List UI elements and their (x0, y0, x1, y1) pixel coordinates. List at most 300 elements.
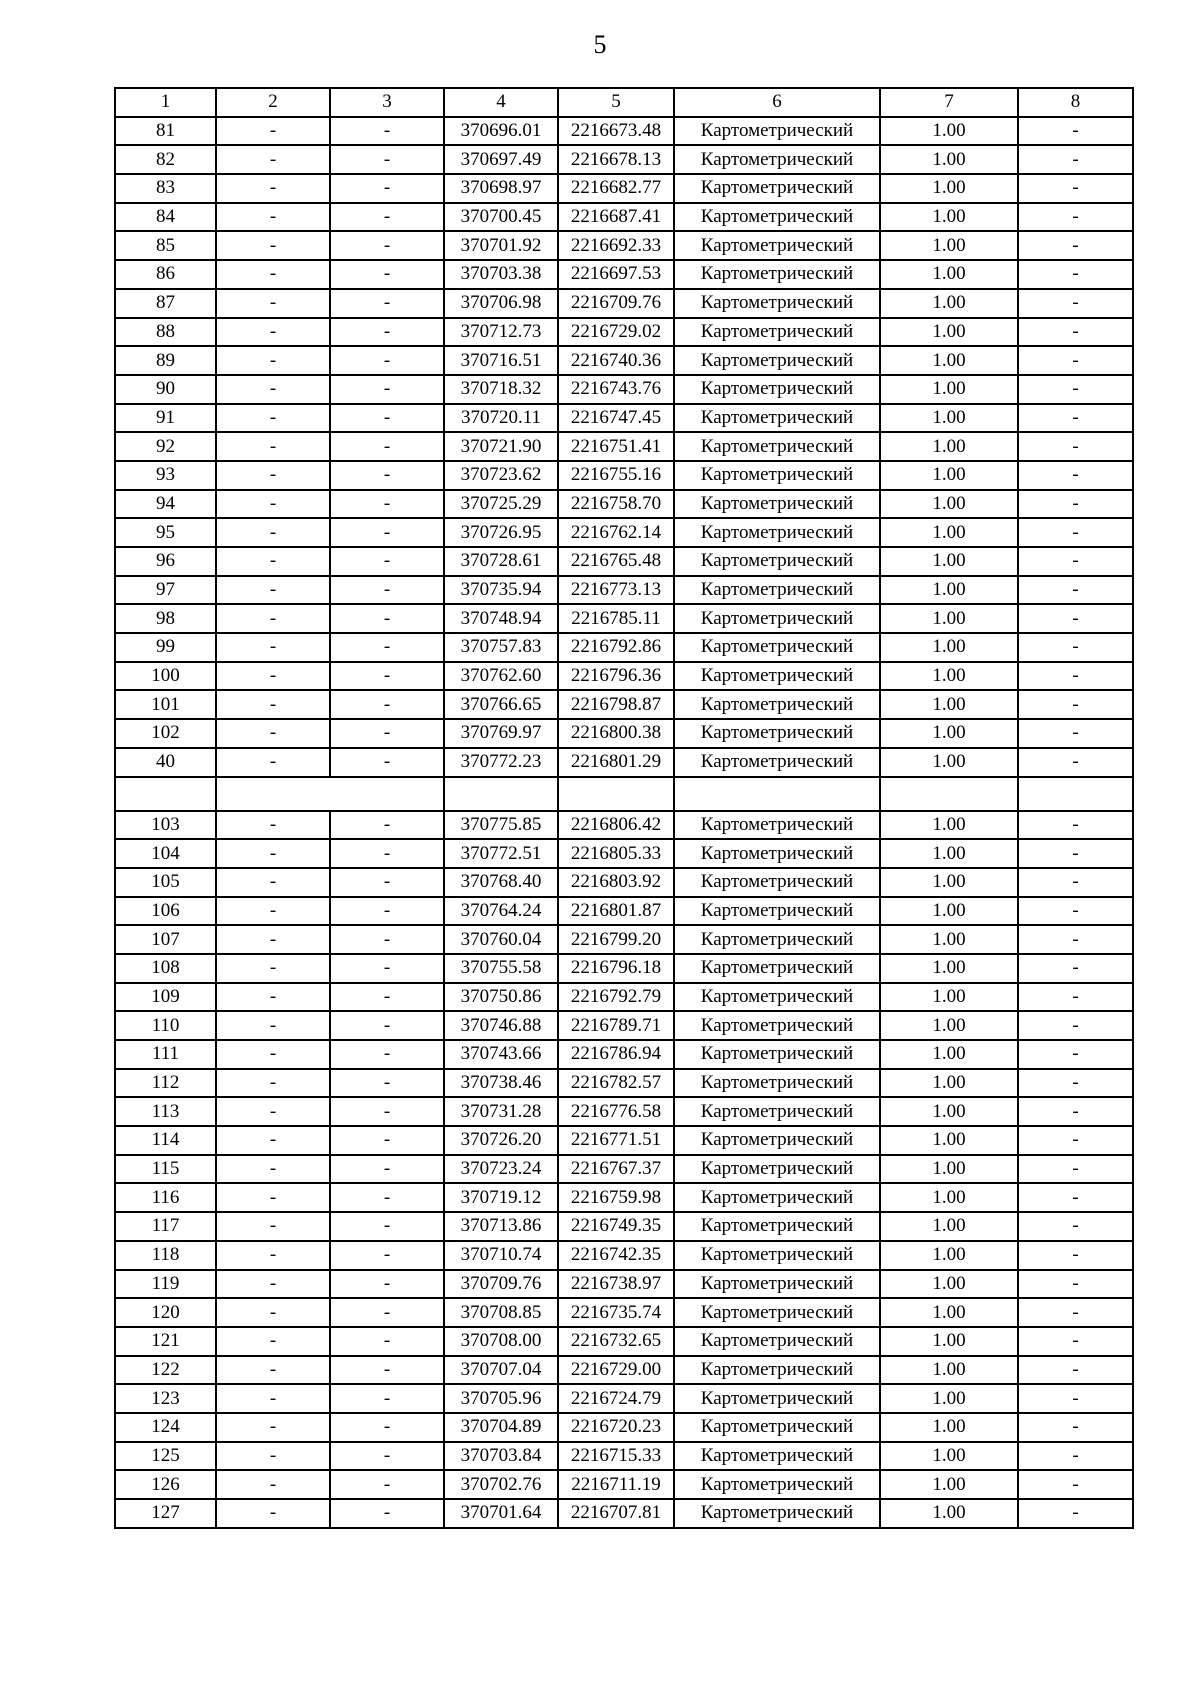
table-cell-col-1: 120 (115, 1298, 216, 1327)
table-cell-col-2: - (216, 839, 330, 868)
table-cell-col-4: 370721.90 (444, 432, 558, 461)
table-cell-col-6: Картометрический (674, 690, 880, 719)
table-row (115, 1327, 1133, 1356)
table-cell-col-1: 127 (115, 1499, 216, 1528)
table-cell-col-2: - (216, 1384, 330, 1413)
table-cell-col-8: - (1018, 1097, 1133, 1126)
table-cell-col-5: 2216729.02 (558, 318, 674, 347)
table-cell-col-1: 112 (115, 1069, 216, 1098)
table-cell-col-7: 1.00 (880, 983, 1018, 1012)
table-cell-col-3: - (330, 547, 444, 576)
table-cell-col-8: - (1018, 662, 1133, 691)
table-cell-col-8: - (1018, 1212, 1133, 1241)
table-cell-col-3: - (330, 1212, 444, 1241)
table-cell-col-6: Картометрический (674, 983, 880, 1012)
table-cell-col-2: - (216, 318, 330, 347)
table-cell-col-7: 1.00 (880, 375, 1018, 404)
table-cell-col-2: - (216, 868, 330, 897)
table-cell-col-7: 1.00 (880, 839, 1018, 868)
table-cell-col-6: Картометрический (674, 1413, 880, 1442)
table-cell-col-1: 98 (115, 604, 216, 633)
table-row (115, 231, 1133, 260)
table-cell-col-8: - (1018, 432, 1133, 461)
table-cell-col-2: - (216, 633, 330, 662)
table-cell-col-1: 40 (115, 748, 216, 777)
table-cell-col-5: 2216711.19 (558, 1470, 674, 1499)
table-cell-col-2: - (216, 1241, 330, 1270)
table-row (115, 1011, 1133, 1040)
table-cell-col-7: 1.00 (880, 1270, 1018, 1299)
table-cell-col-6: Картометрический (674, 1356, 880, 1385)
table-row (115, 1270, 1133, 1299)
table-cell-col-7: 1.00 (880, 868, 1018, 897)
table-cell-col-8: - (1018, 145, 1133, 174)
table-row (115, 1442, 1133, 1471)
table-cell-col-3: - (330, 954, 444, 983)
table-cell-col-3: - (330, 690, 444, 719)
table-cell-col-5: 2216673.48 (558, 117, 674, 146)
table-cell-col-1: 110 (115, 1011, 216, 1040)
table-cell-col-8: - (1018, 346, 1133, 375)
table-cell-col-1: 108 (115, 954, 216, 983)
table-cell-col-5: 2216801.87 (558, 897, 674, 926)
table-cell-col-8: - (1018, 490, 1133, 519)
table-cell-col-5: 2216738.97 (558, 1270, 674, 1299)
table-cell-col-5: 2216751.41 (558, 432, 674, 461)
table-cell-col-2: - (216, 461, 330, 490)
table-cell-col-4: 370708.85 (444, 1298, 558, 1327)
table-cell-col-6: Картометрический (674, 518, 880, 547)
table-cell-col-7: 1.00 (880, 1413, 1018, 1442)
table-cell-col-8: - (1018, 983, 1133, 1012)
table-cell-col-3: - (330, 117, 444, 146)
table-cell-col-4: 370706.98 (444, 289, 558, 318)
table-cell-col-3: - (330, 811, 444, 840)
table-cell-col-1: 107 (115, 925, 216, 954)
table-row (115, 1155, 1133, 1184)
table-cell-col-3: - (330, 925, 444, 954)
table-cell-col-5: 2216749.35 (558, 1212, 674, 1241)
table-cell-col-3: - (330, 318, 444, 347)
table-cell-col-6: Картометрический (674, 1040, 880, 1069)
table-cell-col-5: 2216762.14 (558, 518, 674, 547)
table-cell-col-7: 1.00 (880, 897, 1018, 926)
table-cell-col-7: 1.00 (880, 1499, 1018, 1528)
table-cell-col-8: - (1018, 547, 1133, 576)
table-cell-col-2: - (216, 604, 330, 633)
empty-cell (444, 777, 558, 811)
table-cell-col-4: 370769.97 (444, 719, 558, 748)
empty-cell (558, 777, 674, 811)
table-cell-col-4: 370723.62 (444, 461, 558, 490)
table-cell-col-4: 370705.96 (444, 1384, 558, 1413)
table-cell-col-8: - (1018, 1040, 1133, 1069)
table-cell-col-3: - (330, 432, 444, 461)
table-cell-col-1: 89 (115, 346, 216, 375)
table-row (115, 604, 1133, 633)
table-cell-col-8: - (1018, 518, 1133, 547)
table-cell-col-2: - (216, 203, 330, 232)
table-cell-col-1: 93 (115, 461, 216, 490)
table-cell-col-3: - (330, 1384, 444, 1413)
table-cell-col-5: 2216803.92 (558, 868, 674, 897)
table-cell-col-4: 370700.45 (444, 203, 558, 232)
table-cell-col-4: 370726.95 (444, 518, 558, 547)
table-cell-col-4: 370718.32 (444, 375, 558, 404)
table-cell-col-6: Картометрический (674, 174, 880, 203)
table-header-row (115, 88, 1133, 117)
table-cell-col-6: Картометрический (674, 1298, 880, 1327)
table-cell-col-4: 370755.58 (444, 954, 558, 983)
table-cell-col-2: - (216, 1212, 330, 1241)
table-cell-col-6: Картометрический (674, 576, 880, 605)
table-cell-col-6: Картометрический (674, 145, 880, 174)
table-cell-col-7: 1.00 (880, 1356, 1018, 1385)
table-row (115, 925, 1133, 954)
table-row (115, 1040, 1133, 1069)
table-cell-col-1: 101 (115, 690, 216, 719)
table-cell-col-5: 2216800.38 (558, 719, 674, 748)
table-cell-col-7: 1.00 (880, 231, 1018, 260)
table-cell-col-7: 1.00 (880, 145, 1018, 174)
table-cell-col-5: 2216771.51 (558, 1126, 674, 1155)
table-cell-col-5: 2216740.36 (558, 346, 674, 375)
table-cell-col-8: - (1018, 117, 1133, 146)
table-row (115, 174, 1133, 203)
table-cell-col-7: 1.00 (880, 604, 1018, 633)
table-cell-col-7: 1.00 (880, 925, 1018, 954)
table-cell-col-1: 104 (115, 839, 216, 868)
table-cell-col-8: - (1018, 1384, 1133, 1413)
table-cell-col-5: 2216678.13 (558, 145, 674, 174)
table-cell-col-5: 2216742.35 (558, 1241, 674, 1270)
table-cell-col-8: - (1018, 690, 1133, 719)
table-cell-col-8: - (1018, 604, 1133, 633)
table-cell-col-1: 123 (115, 1384, 216, 1413)
table-cell-col-4: 370764.24 (444, 897, 558, 926)
table-cell-col-7: 1.00 (880, 490, 1018, 519)
table-cell-col-1: 111 (115, 1040, 216, 1069)
table-cell-col-2: - (216, 1499, 330, 1528)
table-cell-col-2: - (216, 1442, 330, 1471)
table-cell-col-2: - (216, 174, 330, 203)
table-cell-col-4: 370743.66 (444, 1040, 558, 1069)
table-cell-col-6: Картометрический (674, 318, 880, 347)
table-cell-col-5: 2216729.00 (558, 1356, 674, 1385)
table-cell-col-4: 370710.74 (444, 1241, 558, 1270)
table-cell-col-5: 2216735.74 (558, 1298, 674, 1327)
table-cell-col-6: Картометрический (674, 719, 880, 748)
table-cell-col-6: Картометрический (674, 231, 880, 260)
table-cell-col-6: Картометрический (674, 1384, 880, 1413)
table-cell-col-5: 2216743.76 (558, 375, 674, 404)
table-cell-col-8: - (1018, 1298, 1133, 1327)
table-cell-col-8: - (1018, 633, 1133, 662)
table-cell-col-7: 1.00 (880, 260, 1018, 289)
table-cell-col-5: 2216707.81 (558, 1499, 674, 1528)
table-row (115, 318, 1133, 347)
table-cell-col-6: Картометрический (674, 897, 880, 926)
table-cell-col-2: - (216, 748, 330, 777)
table-cell-col-2: - (216, 662, 330, 691)
table-cell-col-4: 370703.38 (444, 260, 558, 289)
separator-row (115, 777, 1133, 811)
table-cell-col-5: 2216799.20 (558, 925, 674, 954)
table-cell-col-3: - (330, 260, 444, 289)
table-cell-col-2: - (216, 1126, 330, 1155)
table-cell-col-7: 1.00 (880, 662, 1018, 691)
table-cell-col-3: - (330, 748, 444, 777)
table-cell-col-5: 2216758.70 (558, 490, 674, 519)
table-cell-col-2: - (216, 1183, 330, 1212)
table-cell-col-4: 370775.85 (444, 811, 558, 840)
table-cell-col-3: - (330, 1470, 444, 1499)
table-cell-col-5: 2216692.33 (558, 231, 674, 260)
table-cell-col-5: 2216805.33 (558, 839, 674, 868)
table-row (115, 1241, 1133, 1270)
table-cell-col-8: - (1018, 868, 1133, 897)
table-cell-col-3: - (330, 1069, 444, 1098)
table-cell-col-8: - (1018, 289, 1133, 318)
table-cell-col-7: 1.00 (880, 432, 1018, 461)
table-cell-col-5: 2216789.71 (558, 1011, 674, 1040)
table-cell-col-4: 370712.73 (444, 318, 558, 347)
table-cell-col-3: - (330, 868, 444, 897)
table-cell-col-4: 370731.28 (444, 1097, 558, 1126)
table-cell-col-3: - (330, 1499, 444, 1528)
header-cell: 8 (1018, 88, 1133, 117)
table-cell-col-4: 370698.97 (444, 174, 558, 203)
table-cell-col-2: - (216, 1470, 330, 1499)
table-cell-col-5: 2216786.94 (558, 1040, 674, 1069)
table-cell-col-4: 370707.04 (444, 1356, 558, 1385)
table-row (115, 1356, 1133, 1385)
table-cell-col-2: - (216, 1327, 330, 1356)
table-cell-col-3: - (330, 633, 444, 662)
table-cell-col-2: - (216, 1270, 330, 1299)
table-cell-col-1: 91 (115, 404, 216, 433)
table-row (115, 1298, 1133, 1327)
table-row (115, 203, 1133, 232)
table-cell-col-6: Картометрический (674, 490, 880, 519)
table-cell-col-1: 114 (115, 1126, 216, 1155)
table-cell-col-1: 87 (115, 289, 216, 318)
table-cell-col-4: 370766.65 (444, 690, 558, 719)
table-cell-col-4: 370723.24 (444, 1155, 558, 1184)
table-cell-col-3: - (330, 1442, 444, 1471)
table-row (115, 1212, 1133, 1241)
header-cell: 6 (674, 88, 880, 117)
table-cell-col-7: 1.00 (880, 1241, 1018, 1270)
table-cell-col-2: - (216, 547, 330, 576)
table-cell-col-3: - (330, 404, 444, 433)
table-cell-col-7: 1.00 (880, 690, 1018, 719)
table-cell-col-7: 1.00 (880, 174, 1018, 203)
table-cell-col-7: 1.00 (880, 1470, 1018, 1499)
table-cell-col-6: Картометрический (674, 375, 880, 404)
table-cell-col-3: - (330, 1270, 444, 1299)
table-cell-col-8: - (1018, 1126, 1133, 1155)
table-cell-col-4: 370708.00 (444, 1327, 558, 1356)
table-cell-col-2: - (216, 289, 330, 318)
table-cell-col-6: Картометрический (674, 547, 880, 576)
table-cell-col-5: 2216785.11 (558, 604, 674, 633)
table-cell-col-5: 2216720.23 (558, 1413, 674, 1442)
table-cell-col-6: Картометрический (674, 346, 880, 375)
table-cell-col-3: - (330, 461, 444, 490)
table-cell-col-1: 122 (115, 1356, 216, 1385)
table-cell-col-7: 1.00 (880, 346, 1018, 375)
table-cell-col-1: 82 (115, 145, 216, 174)
table-cell-col-6: Картометрический (674, 662, 880, 691)
table-cell-col-4: 370735.94 (444, 576, 558, 605)
table-row (115, 1069, 1133, 1098)
table-cell-col-3: - (330, 375, 444, 404)
table-row (115, 346, 1133, 375)
table-cell-col-4: 370702.76 (444, 1470, 558, 1499)
table-cell-col-3: - (330, 490, 444, 519)
table-cell-col-8: - (1018, 318, 1133, 347)
table-cell-col-7: 1.00 (880, 1442, 1018, 1471)
table-cell-col-1: 121 (115, 1327, 216, 1356)
table-cell-col-8: - (1018, 1069, 1133, 1098)
table-row (115, 839, 1133, 868)
table-cell-col-5: 2216715.33 (558, 1442, 674, 1471)
table-cell-col-6: Картометрический (674, 1011, 880, 1040)
table-cell-col-4: 370701.92 (444, 231, 558, 260)
table-cell-col-7: 1.00 (880, 811, 1018, 840)
table-cell-col-7: 1.00 (880, 1155, 1018, 1184)
table-cell-col-5: 2216796.18 (558, 954, 674, 983)
table-cell-col-1: 105 (115, 868, 216, 897)
table-cell-col-1: 90 (115, 375, 216, 404)
table-cell-col-4: 370709.76 (444, 1270, 558, 1299)
table-cell-col-2: - (216, 690, 330, 719)
table-cell-col-1: 117 (115, 1212, 216, 1241)
table-cell-col-2: - (216, 954, 330, 983)
table-row (115, 1413, 1133, 1442)
table-cell-col-6: Картометрический (674, 289, 880, 318)
table-cell-col-4: 370696.01 (444, 117, 558, 146)
table-row (115, 633, 1133, 662)
table-cell-col-2: - (216, 231, 330, 260)
table-cell-col-3: - (330, 1155, 444, 1184)
header-cell: 5 (558, 88, 674, 117)
table-cell-col-7: 1.00 (880, 518, 1018, 547)
table-cell-col-4: 370748.94 (444, 604, 558, 633)
table-cell-col-7: 1.00 (880, 117, 1018, 146)
table-cell-col-1: 85 (115, 231, 216, 260)
table-cell-col-7: 1.00 (880, 748, 1018, 777)
table-cell-col-7: 1.00 (880, 404, 1018, 433)
table-cell-col-4: 370762.60 (444, 662, 558, 691)
table-cell-col-6: Картометрический (674, 811, 880, 840)
table-cell-col-4: 370697.49 (444, 145, 558, 174)
table-row (115, 662, 1133, 691)
table-cell-col-4: 370746.88 (444, 1011, 558, 1040)
table-cell-col-6: Картометрический (674, 404, 880, 433)
table-cell-col-8: - (1018, 576, 1133, 605)
table-cell-col-1: 124 (115, 1413, 216, 1442)
table-cell-col-8: - (1018, 1270, 1133, 1299)
table-row (115, 1183, 1133, 1212)
table-cell-col-5: 2216759.98 (558, 1183, 674, 1212)
table-cell-col-3: - (330, 897, 444, 926)
table-cell-col-7: 1.00 (880, 547, 1018, 576)
table-cell-col-5: 2216792.86 (558, 633, 674, 662)
table-cell-col-3: - (330, 1327, 444, 1356)
table-cell-col-2: - (216, 490, 330, 519)
table-cell-col-7: 1.00 (880, 289, 1018, 318)
header-cell: 3 (330, 88, 444, 117)
table-cell-col-6: Картометрический (674, 1270, 880, 1299)
table-row (115, 289, 1133, 318)
table-cell-col-4: 370772.51 (444, 839, 558, 868)
table-row (115, 1499, 1133, 1528)
table-cell-col-7: 1.00 (880, 1384, 1018, 1413)
table-cell-col-8: - (1018, 461, 1133, 490)
table-cell-col-4: 370719.12 (444, 1183, 558, 1212)
table-cell-col-8: - (1018, 260, 1133, 289)
table-cell-col-4: 370704.89 (444, 1413, 558, 1442)
table-cell-col-2: - (216, 346, 330, 375)
table-cell-col-1: 126 (115, 1470, 216, 1499)
table-cell-col-3: - (330, 1413, 444, 1442)
table-cell-col-5: 2216773.13 (558, 576, 674, 605)
empty-cell (880, 777, 1018, 811)
table-cell-col-6: Картометрический (674, 925, 880, 954)
table-cell-col-1: 86 (115, 260, 216, 289)
table-cell-col-3: - (330, 604, 444, 633)
table-cell-col-2: - (216, 1356, 330, 1385)
table-cell-col-4: 370768.40 (444, 868, 558, 897)
table-cell-col-7: 1.00 (880, 1040, 1018, 1069)
table-row (115, 576, 1133, 605)
table-cell-col-1: 116 (115, 1183, 216, 1212)
table-cell-col-3: - (330, 1097, 444, 1126)
table-cell-col-8: - (1018, 1327, 1133, 1356)
table-row (115, 518, 1133, 547)
table-cell-col-1: 95 (115, 518, 216, 547)
table-cell-col-7: 1.00 (880, 954, 1018, 983)
table-cell-col-2: - (216, 925, 330, 954)
table-cell-col-1: 84 (115, 203, 216, 232)
table-cell-col-6: Картометрический (674, 117, 880, 146)
table-row (115, 690, 1133, 719)
table-cell-col-4: 370760.04 (444, 925, 558, 954)
table-cell-col-5: 2216798.87 (558, 690, 674, 719)
table-cell-col-2: - (216, 1155, 330, 1184)
table-row (115, 490, 1133, 519)
table-cell-col-3: - (330, 1011, 444, 1040)
table-cell-col-1: 115 (115, 1155, 216, 1184)
table-cell-col-6: Картометрический (674, 1212, 880, 1241)
table-cell-col-4: 370725.29 (444, 490, 558, 519)
table-cell-col-5: 2216782.57 (558, 1069, 674, 1098)
table-cell-col-3: - (330, 983, 444, 1012)
header-cell: 2 (216, 88, 330, 117)
table-cell-col-4: 370728.61 (444, 547, 558, 576)
empty-cell (216, 777, 444, 811)
table-cell-col-2: - (216, 811, 330, 840)
table-cell-col-3: - (330, 1356, 444, 1385)
table-cell-col-8: - (1018, 1155, 1133, 1184)
table-row (115, 868, 1133, 897)
table-cell-col-8: - (1018, 897, 1133, 926)
table-cell-col-2: - (216, 983, 330, 1012)
table-cell-col-2: - (216, 1040, 330, 1069)
table-cell-col-1: 97 (115, 576, 216, 605)
